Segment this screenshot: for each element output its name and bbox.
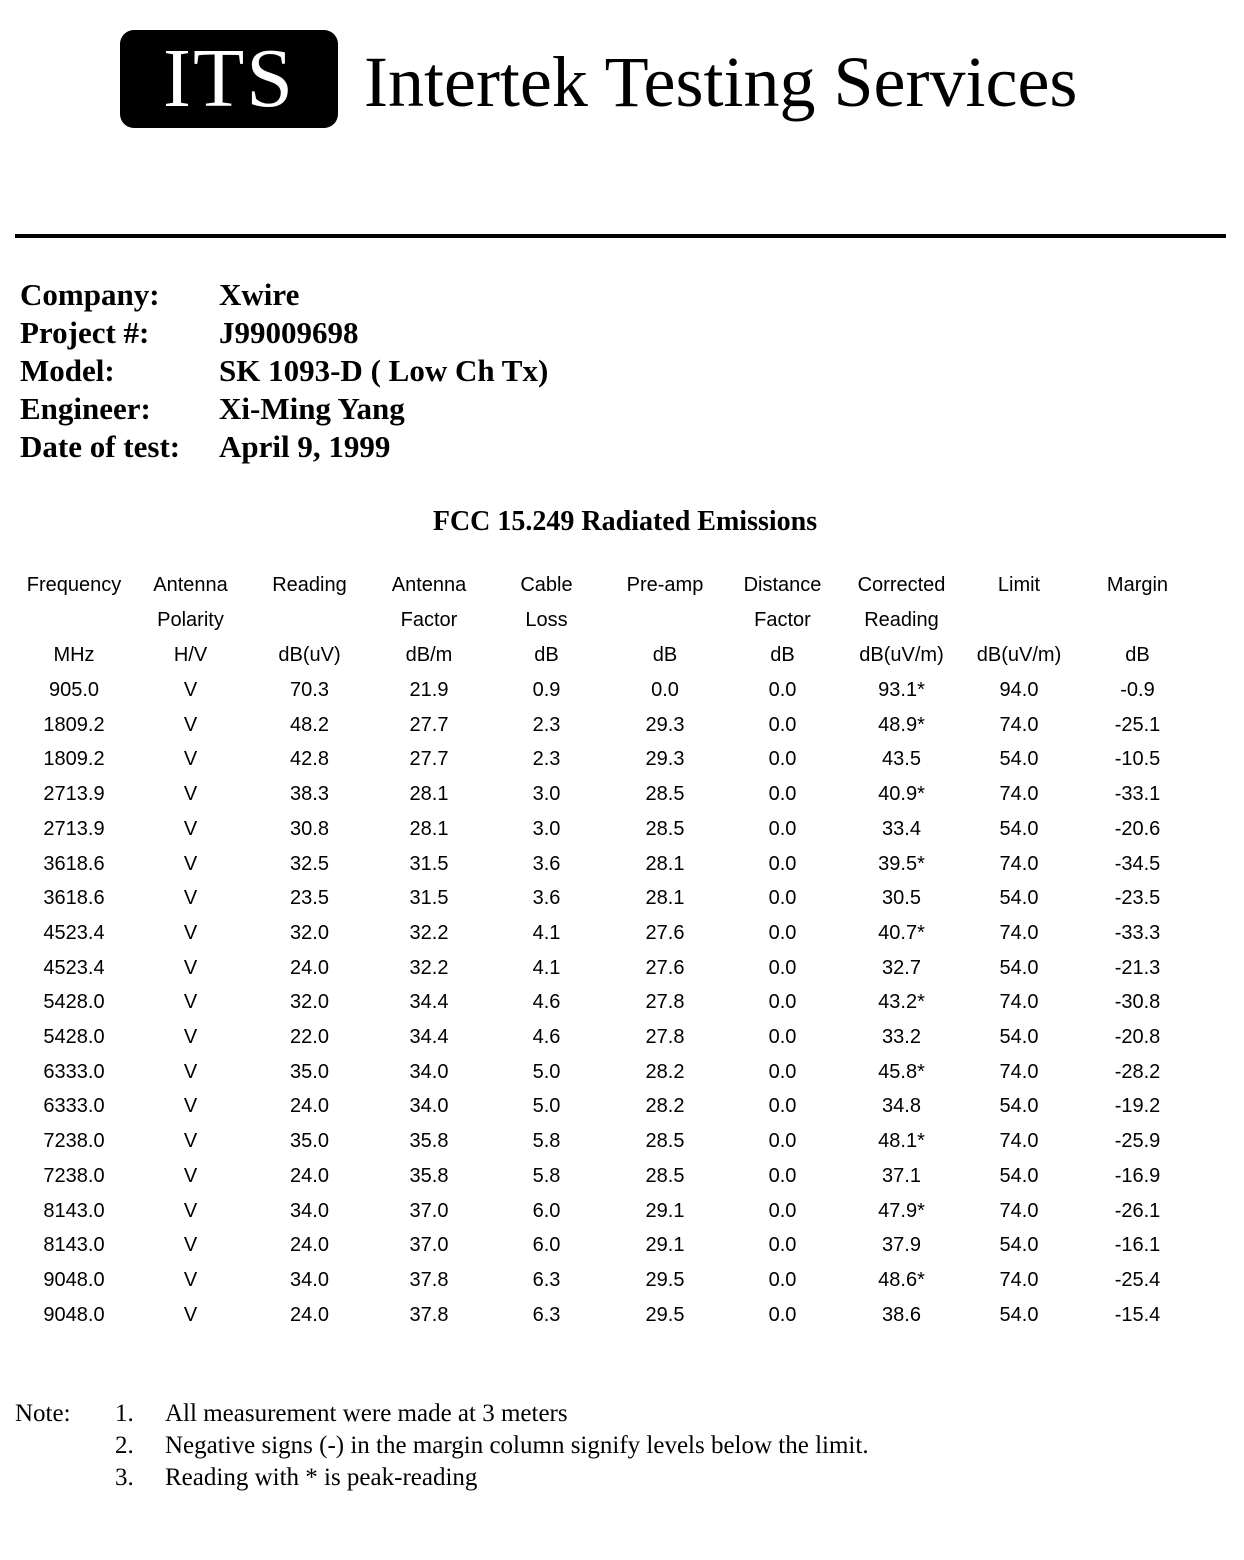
table-cell: 28.1 bbox=[645, 852, 685, 875]
table-cell: 93.1* bbox=[878, 679, 925, 701]
table-cell: 74.0 bbox=[999, 783, 1039, 806]
table-cell: 32.7 bbox=[882, 956, 921, 979]
column-header: dB(uV) bbox=[278, 644, 341, 666]
table-cell: 29.5 bbox=[645, 1268, 685, 1291]
table-cell: V bbox=[183, 1026, 198, 1049]
table-cell: 34.4 bbox=[409, 991, 449, 1014]
table-cell: -33.1 bbox=[1114, 783, 1161, 806]
table-cell: -15.4 bbox=[1114, 1303, 1161, 1326]
table-cell: 27.8 bbox=[645, 991, 685, 1014]
table-row bbox=[10, 708, 1194, 743]
its-logo: ITS bbox=[120, 30, 338, 128]
table-cell: 2713.9 bbox=[43, 783, 105, 806]
table-cell: 0.0 bbox=[768, 852, 797, 875]
table-cell: 24.0 bbox=[290, 1234, 329, 1257]
table-row bbox=[10, 1298, 1194, 1333]
table-cell: 38.6 bbox=[882, 1303, 921, 1326]
table-cell: 4523.4 bbox=[43, 921, 105, 944]
info-row bbox=[20, 314, 548, 352]
table-cell: 48.2 bbox=[290, 713, 329, 736]
info-value: Xi-Ming Yang bbox=[219, 391, 405, 426]
table-cell: V bbox=[183, 783, 198, 806]
table-cell: V bbox=[183, 1164, 198, 1187]
table-cell: 0.0 bbox=[768, 1130, 797, 1153]
table-row bbox=[10, 812, 1194, 847]
table-cell: 0.0 bbox=[768, 1026, 797, 1049]
table-cell: 5.8 bbox=[532, 1130, 561, 1153]
table-cell: V bbox=[183, 1303, 198, 1326]
table-cell: 31.5 bbox=[409, 852, 449, 875]
table-cell: 54.0 bbox=[999, 1095, 1039, 1118]
table-cell: 2713.9 bbox=[43, 817, 105, 840]
table-cell: 0.9 bbox=[532, 679, 561, 701]
table-cell: 24.0 bbox=[290, 956, 329, 979]
table-cell: 35.8 bbox=[409, 1130, 449, 1153]
table-cell: 28.1 bbox=[409, 817, 449, 840]
table-cell: 48.6* bbox=[878, 1268, 925, 1291]
table-cell: V bbox=[183, 1199, 198, 1222]
table-row bbox=[10, 847, 1194, 882]
table-cell: 54.0 bbox=[999, 817, 1039, 840]
table-cell: 54.0 bbox=[999, 748, 1039, 771]
table-cell: 31.5 bbox=[409, 887, 449, 910]
table-row bbox=[10, 951, 1194, 986]
test-info bbox=[20, 276, 548, 466]
table-cell: 27.8 bbox=[645, 1026, 685, 1049]
table-cell: 28.2 bbox=[645, 1060, 685, 1083]
note-item bbox=[115, 1462, 477, 1494]
table-cell: V bbox=[183, 748, 198, 771]
table-cell: 54.0 bbox=[999, 1303, 1039, 1326]
table-cell: 24.0 bbox=[290, 1303, 329, 1326]
table-cell: 3618.6 bbox=[43, 852, 105, 875]
table-cell: 45.8* bbox=[878, 1060, 925, 1083]
table-cell: 32.5 bbox=[290, 852, 329, 875]
table-row bbox=[10, 1228, 1194, 1263]
table-cell: -25.1 bbox=[1114, 713, 1161, 736]
table-cell: 0.0 bbox=[768, 991, 797, 1014]
table-cell: -20.8 bbox=[1114, 1026, 1161, 1049]
table-cell: -28.2 bbox=[1114, 1060, 1161, 1083]
column-header: Frequency bbox=[26, 574, 122, 596]
table-cell: 37.1 bbox=[882, 1164, 921, 1187]
table-row bbox=[10, 1089, 1194, 1124]
table-cell: 0.0 bbox=[768, 748, 797, 771]
table-cell: 0.0 bbox=[768, 1164, 797, 1187]
table-cell: 74.0 bbox=[999, 991, 1039, 1014]
table-row bbox=[10, 1124, 1194, 1159]
table-cell: 47.9* bbox=[878, 1199, 925, 1222]
column-header: dB(uV/m) bbox=[976, 644, 1062, 666]
table-cell: 54.0 bbox=[999, 887, 1039, 910]
table-body bbox=[10, 673, 1194, 1332]
table-cell: 54.0 bbox=[999, 1164, 1039, 1187]
info-label: Project #: bbox=[20, 315, 150, 350]
table-row bbox=[10, 1055, 1194, 1090]
table-cell: 34.0 bbox=[409, 1060, 449, 1083]
column-header: dB bbox=[770, 644, 795, 666]
table-cell: 38.3 bbox=[290, 783, 329, 806]
table-cell: 43.5 bbox=[882, 748, 921, 771]
emissions-table bbox=[10, 568, 1194, 1332]
table-cell: 2.3 bbox=[532, 748, 561, 771]
table-cell: -23.5 bbox=[1114, 887, 1161, 910]
table-cell: 27.7 bbox=[409, 748, 449, 771]
column-header: Cable bbox=[520, 574, 573, 596]
column-header: H/V bbox=[173, 644, 208, 666]
table-cell: -19.2 bbox=[1114, 1095, 1161, 1118]
column-header: Distance bbox=[743, 574, 822, 596]
table-cell: 5428.0 bbox=[43, 1026, 105, 1049]
table-cell: 24.0 bbox=[290, 1164, 329, 1187]
table-cell: -33.3 bbox=[1114, 921, 1161, 944]
table-cell: 0.0 bbox=[768, 1234, 797, 1257]
table-cell: 54.0 bbox=[999, 956, 1039, 979]
table-cell: 37.0 bbox=[409, 1234, 449, 1257]
table-cell: 21.9 bbox=[409, 679, 449, 701]
notes-label: Note: bbox=[15, 1400, 71, 1427]
table-cell: 37.8 bbox=[409, 1268, 449, 1291]
table-cell: 34.0 bbox=[290, 1199, 329, 1222]
table-cell: V bbox=[183, 887, 198, 910]
table-cell: 28.5 bbox=[645, 817, 685, 840]
table-header bbox=[10, 568, 1194, 673]
table-cell: 4.6 bbox=[532, 991, 561, 1014]
table-cell: 74.0 bbox=[999, 1130, 1039, 1153]
note-item bbox=[115, 1398, 568, 1430]
table-cell: 0.0 bbox=[768, 713, 797, 736]
column-header: Reading bbox=[864, 609, 939, 631]
table-cell: 3618.6 bbox=[43, 887, 105, 910]
table-cell: 29.3 bbox=[645, 748, 685, 771]
table-cell: 35.8 bbox=[409, 1164, 449, 1187]
table-cell: 4.1 bbox=[532, 921, 561, 944]
table-cell: -25.4 bbox=[1114, 1268, 1161, 1291]
table-cell: 5.8 bbox=[532, 1164, 561, 1187]
table-cell: 28.5 bbox=[645, 1164, 685, 1187]
table-cell: -30.8 bbox=[1114, 991, 1161, 1014]
table-row bbox=[10, 1194, 1194, 1229]
table-cell: -34.5 bbox=[1114, 852, 1161, 875]
table-cell: 48.1* bbox=[878, 1130, 925, 1153]
column-header bbox=[243, 603, 376, 638]
table-cell: 0.0 bbox=[768, 1095, 797, 1118]
table-cell: 48.9* bbox=[878, 713, 925, 736]
table-row bbox=[10, 1263, 1194, 1298]
table-cell: 4523.4 bbox=[43, 956, 105, 979]
table-cell: V bbox=[183, 713, 198, 736]
table-cell: 6.0 bbox=[532, 1234, 561, 1257]
table-cell: 74.0 bbox=[999, 1268, 1039, 1291]
table-cell: 9048.0 bbox=[43, 1268, 105, 1291]
table-cell: 22.0 bbox=[290, 1026, 329, 1049]
table-cell: 27.7 bbox=[409, 713, 449, 736]
note-text: Reading with * is peak-reading bbox=[165, 1464, 478, 1491]
table-cell: 0.0 bbox=[651, 679, 679, 701]
table-cell: 28.5 bbox=[645, 783, 685, 806]
table-cell: 3.6 bbox=[532, 887, 561, 910]
table-cell: 0.0 bbox=[768, 956, 797, 979]
table-cell: 29.1 bbox=[645, 1234, 685, 1257]
table-cell: 30.5 bbox=[882, 887, 921, 910]
column-header bbox=[1081, 603, 1194, 638]
table-cell: 34.0 bbox=[409, 1095, 449, 1118]
column-header bbox=[10, 603, 138, 638]
note-number: 3. bbox=[115, 1464, 134, 1491]
table-cell: 28.1 bbox=[645, 887, 685, 910]
table-cell: -25.9 bbox=[1114, 1130, 1161, 1153]
table-cell: 35.0 bbox=[290, 1130, 329, 1153]
table-cell: 3.6 bbox=[532, 852, 561, 875]
column-header: Limit bbox=[997, 574, 1041, 596]
table-cell: 0.0 bbox=[768, 817, 797, 840]
table-cell: 35.0 bbox=[290, 1060, 329, 1083]
table-cell: 74.0 bbox=[999, 852, 1039, 875]
table-cell: 34.8 bbox=[882, 1095, 921, 1118]
table-cell: 94.0 bbox=[999, 679, 1039, 701]
table-cell: 32.2 bbox=[409, 956, 449, 979]
column-header: Pre-amp bbox=[626, 574, 704, 596]
info-value: April 9, 1999 bbox=[219, 429, 391, 464]
table-cell: 32.0 bbox=[290, 921, 329, 944]
column-header: dB bbox=[652, 644, 678, 666]
table-cell: 0.0 bbox=[768, 1268, 797, 1291]
table-cell: 0.0 bbox=[768, 783, 797, 806]
table-cell: 37.0 bbox=[409, 1199, 449, 1222]
table-cell: 4.6 bbox=[532, 1026, 561, 1049]
info-row bbox=[20, 352, 548, 390]
table-cell: 32.2 bbox=[409, 921, 449, 944]
table-cell: -26.1 bbox=[1114, 1199, 1161, 1222]
column-header: Factor bbox=[754, 609, 811, 631]
header-row bbox=[10, 638, 1194, 673]
table-cell: 34.0 bbox=[290, 1268, 329, 1291]
table-cell: 6.3 bbox=[532, 1268, 561, 1291]
info-value: Xwire bbox=[219, 277, 300, 312]
info-row bbox=[20, 428, 548, 466]
table-cell: 74.0 bbox=[999, 1060, 1039, 1083]
table-cell: 0.0 bbox=[768, 1060, 797, 1083]
table-cell: 34.4 bbox=[409, 1026, 449, 1049]
header-divider bbox=[15, 234, 1226, 238]
table-cell: V bbox=[183, 1060, 198, 1083]
table-cell: 6.3 bbox=[532, 1303, 561, 1326]
column-header: dB bbox=[1125, 644, 1150, 666]
table-cell: 54.0 bbox=[999, 1026, 1039, 1049]
table-cell: 4.1 bbox=[532, 956, 561, 979]
company-name: Intertek Testing Services bbox=[364, 42, 1078, 122]
table-cell: 8143.0 bbox=[43, 1234, 105, 1257]
info-row bbox=[20, 276, 548, 314]
header-row bbox=[10, 568, 1194, 603]
table-row bbox=[10, 881, 1194, 916]
table-cell: 5428.0 bbox=[43, 991, 105, 1014]
table-row bbox=[10, 1020, 1194, 1055]
table-cell: -10.5 bbox=[1114, 748, 1161, 771]
info-label: Company: bbox=[20, 277, 160, 312]
table-cell: 54.0 bbox=[999, 1234, 1039, 1257]
table-cell: 905.0 bbox=[48, 679, 100, 701]
info-row bbox=[20, 390, 548, 428]
table-cell: 74.0 bbox=[999, 921, 1039, 944]
column-header bbox=[611, 603, 719, 638]
table-cell: 6333.0 bbox=[43, 1060, 105, 1083]
column-header: dB/m bbox=[405, 644, 453, 666]
table-cell: 1809.2 bbox=[43, 748, 105, 771]
column-header: Antenna bbox=[153, 574, 228, 596]
table-cell: 30.8 bbox=[290, 817, 329, 840]
table-cell: 0.0 bbox=[768, 887, 797, 910]
note-text: Negative signs (-) in the margin column signify levels below the limit. bbox=[165, 1432, 869, 1459]
report-title: FCC 15.249 Radiated Emissions bbox=[432, 506, 818, 537]
table-cell: 40.7* bbox=[878, 921, 925, 944]
table-cell: 6.0 bbox=[532, 1199, 561, 1222]
column-header: Antenna bbox=[391, 574, 467, 596]
table-cell: 39.5* bbox=[878, 852, 925, 875]
table-cell: 32.0 bbox=[290, 991, 329, 1014]
table-cell: 24.0 bbox=[290, 1095, 329, 1118]
table-cell: V bbox=[183, 1234, 198, 1257]
table-cell: 27.6 bbox=[645, 921, 685, 944]
table-cell: 33.2 bbox=[882, 1026, 921, 1049]
table-cell: 0.0 bbox=[768, 921, 797, 944]
table-cell: 8143.0 bbox=[43, 1199, 105, 1222]
table-cell: 74.0 bbox=[999, 1199, 1039, 1222]
table-cell: 27.6 bbox=[645, 956, 685, 979]
table-cell: 28.1 bbox=[409, 783, 449, 806]
column-header bbox=[957, 603, 1081, 638]
table-cell: 1809.2 bbox=[43, 713, 105, 736]
column-header: Polarity bbox=[157, 609, 224, 631]
column-header: Corrected bbox=[857, 574, 946, 596]
table-cell: 42.8 bbox=[290, 748, 329, 771]
table-cell: 6333.0 bbox=[43, 1095, 105, 1118]
table-cell: 2.3 bbox=[532, 713, 561, 736]
column-header: dB bbox=[534, 644, 559, 666]
table-cell: 29.5 bbox=[645, 1303, 685, 1326]
table-cell: 23.5 bbox=[290, 887, 329, 910]
table-cell: V bbox=[183, 1130, 198, 1153]
note-number: 2. bbox=[115, 1432, 134, 1459]
table-cell: -20.6 bbox=[1114, 817, 1161, 840]
table-cell: 9048.0 bbox=[43, 1303, 105, 1326]
column-header: Margin bbox=[1106, 574, 1169, 596]
table-row bbox=[10, 742, 1194, 777]
column-header: Loss bbox=[525, 609, 568, 631]
info-label: Date of test: bbox=[20, 429, 181, 464]
table-row bbox=[10, 916, 1194, 951]
table-cell: V bbox=[183, 921, 198, 944]
table-cell: 3.0 bbox=[532, 817, 561, 840]
table-cell: 28.5 bbox=[645, 1130, 685, 1153]
table-cell: V bbox=[183, 1268, 198, 1291]
table-cell: 5.0 bbox=[532, 1095, 561, 1118]
table-cell: V bbox=[183, 991, 198, 1014]
table-cell: 3.0 bbox=[532, 783, 561, 806]
table-cell: 43.2* bbox=[878, 991, 925, 1014]
info-value: J99009698 bbox=[219, 315, 359, 350]
note-number: 1. bbox=[115, 1400, 134, 1427]
table-cell: -16.1 bbox=[1114, 1234, 1161, 1257]
column-header: Factor bbox=[400, 609, 458, 631]
table-row bbox=[10, 1159, 1194, 1194]
table-cell: 5.0 bbox=[532, 1060, 561, 1083]
table-cell: 7238.0 bbox=[43, 1130, 105, 1153]
table-cell: V bbox=[183, 852, 198, 875]
table-row bbox=[10, 673, 1194, 708]
table-cell: 70.3 bbox=[290, 679, 329, 701]
table-cell: 29.3 bbox=[645, 713, 685, 736]
table-cell: 40.9* bbox=[878, 783, 925, 806]
table-cell: 74.0 bbox=[999, 713, 1039, 736]
table-cell: 0.0 bbox=[768, 679, 797, 701]
table-cell: 0.0 bbox=[768, 1199, 797, 1222]
info-label: Model: bbox=[20, 353, 115, 388]
table-cell: V bbox=[183, 817, 198, 840]
table-row bbox=[10, 777, 1194, 812]
table-row bbox=[10, 985, 1194, 1020]
header-row bbox=[10, 603, 1194, 638]
table-cell: -21.3 bbox=[1114, 956, 1161, 979]
table-cell: V bbox=[183, 1095, 198, 1118]
table-cell: 33.4 bbox=[882, 817, 921, 840]
table-cell: V bbox=[183, 679, 198, 701]
table-cell: 28.2 bbox=[645, 1095, 685, 1118]
table-cell: 37.8 bbox=[409, 1303, 449, 1326]
column-header: MHz bbox=[53, 644, 95, 666]
table-cell: 37.9 bbox=[882, 1234, 921, 1257]
table-cell: 29.1 bbox=[645, 1199, 685, 1222]
note-item bbox=[115, 1430, 869, 1462]
info-value: SK 1093-D ( Low Ch Tx) bbox=[219, 353, 549, 388]
table-cell: -0.9 bbox=[1120, 679, 1155, 701]
table-cell: 0.0 bbox=[768, 1303, 797, 1326]
column-header: Reading bbox=[272, 574, 347, 596]
info-label: Engineer: bbox=[20, 391, 151, 426]
table-cell: V bbox=[183, 956, 198, 979]
table-cell: -16.9 bbox=[1114, 1164, 1161, 1187]
note-text: All measurement were made at 3 meters bbox=[165, 1400, 568, 1427]
table-cell: 7238.0 bbox=[43, 1164, 105, 1187]
column-header: dB(uV/m) bbox=[859, 644, 944, 666]
